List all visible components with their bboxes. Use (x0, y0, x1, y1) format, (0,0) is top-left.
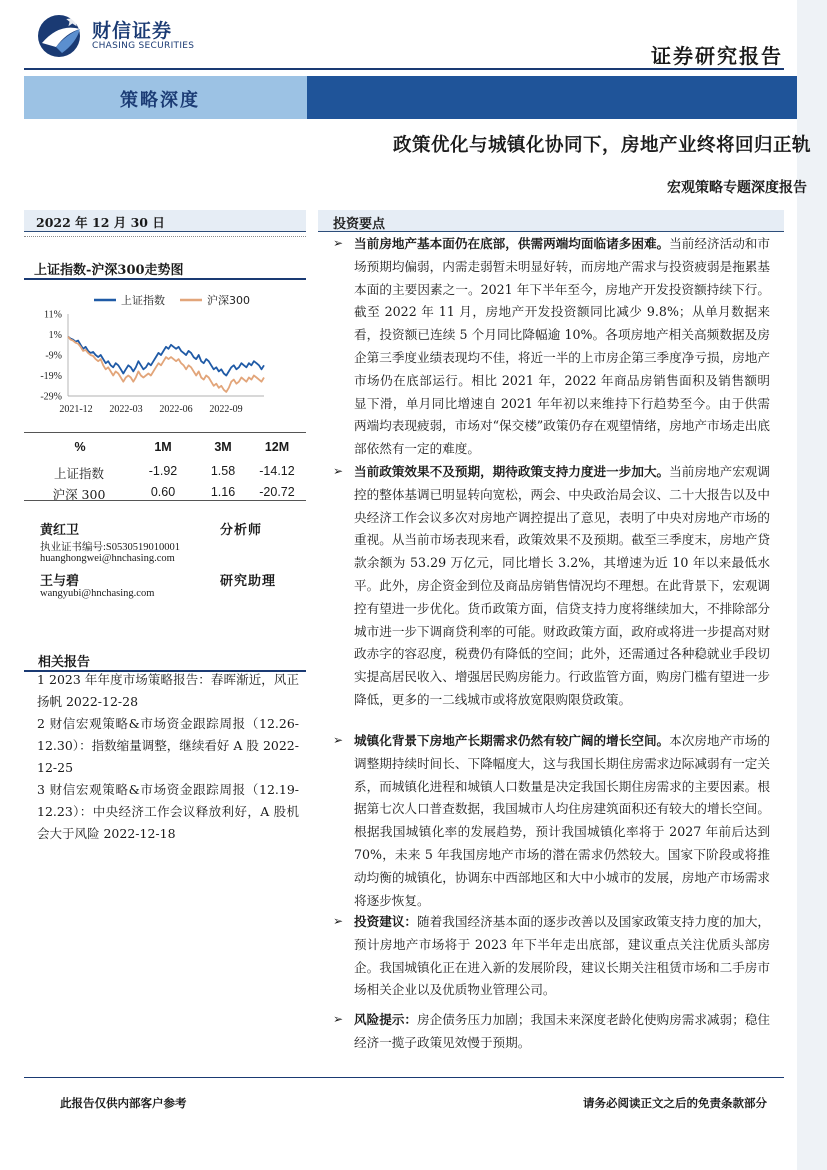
table-header-cell: % (74, 440, 86, 454)
key-points-header (318, 210, 784, 232)
index-trend-chart (28, 284, 302, 420)
key-point-lead: 投资建议： (354, 914, 418, 929)
related-reports-title: 相关报告 (38, 655, 91, 670)
table-cell: -1.92 (148, 464, 178, 478)
key-point-lead: 风险提示： (354, 1012, 418, 1027)
x-tick-label: 2022-06 (159, 404, 193, 415)
y-tick-label: 1% (48, 330, 62, 341)
performance-table (30, 438, 300, 504)
table-row (30, 462, 300, 483)
key-point-body: 房企债务压力加剧；我国未来深度老龄化使购房需求减弱；稳住经济一揽子政策见效慢于预期。 (354, 1012, 771, 1050)
table-cell: 1.16 (210, 485, 236, 499)
key-point-paragraph (354, 730, 770, 912)
x-tick-label: 2022-09 (209, 404, 243, 415)
logo-mark-icon (36, 13, 96, 59)
table-cell: 1.58 (210, 464, 236, 478)
table-header-cell: 3M (214, 440, 232, 454)
series-line-csi300 (68, 337, 264, 392)
key-point-lead: 当前政策效果不及预期，期待政策支持力度进一步加大。 (354, 464, 670, 479)
bullet-arrow-icon: ➢ (333, 914, 344, 928)
table-cell: 0.60 (150, 485, 176, 499)
bullet-arrow-icon: ➢ (333, 1012, 344, 1026)
related-report-item[interactable]: 2 财信宏观策略&市场资金跟踪周报（12.26-12.30）：指数缩量调整，继续看好 A 股 2022-12-25 (37, 716, 299, 775)
category-label: 策略深度 (120, 90, 200, 111)
report-date: 2022 年 12 月 30 日 (36, 215, 165, 230)
key-point-paragraph (354, 1009, 770, 1055)
key-points-title: 投资要点 (333, 217, 386, 232)
y-tick-label: 11% (44, 309, 62, 321)
table-header-cell: 1M (154, 440, 172, 454)
legend-label: 沪深300 (207, 294, 250, 307)
table-header-row (30, 438, 300, 459)
chart-title: 上证指数-沪深300走势图 (34, 263, 184, 278)
table-cell: 沪深 300 (52, 487, 106, 502)
category-banner (24, 76, 307, 119)
company-name-cn: 财信证券 (92, 20, 173, 42)
x-tick-label: 2021-12 (59, 404, 93, 415)
related-report-item[interactable]: 1 2023 年年度市场策略报告：春晖渐近，风正扬帆 2022-12-28 (37, 672, 299, 709)
analyst-role: 分析师 (220, 523, 263, 538)
series-line-shanghai-index (68, 337, 264, 376)
y-tick-label: -19% (40, 371, 62, 382)
report-title: 政策优化与城镇化协同下，房地产业终将回归正轨 (392, 135, 811, 156)
key-point-body: 当前房地产宏观调控的整体基调已明显转向宽松，两会、中央政治局会议、二十大报告以及中央经济工作会议多次对房地产调控提出了意见，表明了中央对房地产市场的重视。从当前市场表现来看，政策效果不及预期。截至三季度末，房地产贷款余额为 53.29 万亿元，同比增长 3.2%，其增速为近 10 年以来最低水平。此外，房企资金到位及商品房销售情况均不理想。在此背景下，宏观调控有望进一步优化。货币政策方面，信贷支持力度将继续加大，不排除部分城市进一步下调商贷利率的可能。财政政策方面，政府或将进一步提高对财政赤字的容忍度，税费仍有降低的空间；此外，还需通过各种稳就业手段切实提高居民收入、增强居民购房能力。行政监管方面，购房门槛有望进一步降低，更多的一二线城市或将放宽限购限贷政策。 (354, 464, 771, 707)
side-strip (797, 0, 827, 1170)
dotted-divider (24, 236, 306, 237)
header-rule (24, 68, 784, 70)
key-point-body: 当前经济活动和市场预期均偏弱，内需走弱暂未明显好转，而房地产需求与投资疲弱是拖累基本面的主要因素之一。2021 年下半年至今，房地产开发投资额持续下行。截至 2022 年 11 月，房地产开发投资额同比减少 9.8%；从单月数据来看，投资额已连续 5 个月同比降幅逾 10%。各项房地产相关高频数据及房企第三季度业绩表现均不佳，将近一半的上市房企第三季度净亏损，房地产市场仍在底部运行。相比 2021 年，2022 年商品房销售面积及销售额明显下滑，单月同比增速自 2021 年年初以来维持下行趋势至今。由于供需两端均表现疲弱，市场对“保交楼”政策仍存在观望情绪，房地产市场走出底部依然有一定的难度。 (354, 236, 771, 457)
key-point-body: 随着我国经济基本面的逐步改善以及国家政策支持力度的加大，预计房地产市场将于 2023 年下半年走出底部，建议重点关注优质头部房企。我国城镇化正在进入新的发展阶段，建议长期关注租赁市场和二手房市场相关企业以及优质物业管理公司。 (354, 914, 771, 998)
key-point-lead: 当前房地产基本面仍在底部，供需两端均面临诸多困难。 (354, 236, 670, 251)
banner-band (307, 76, 797, 119)
x-tick-label: 2022-03 (109, 404, 143, 415)
table-top-rule (24, 432, 306, 433)
key-point-body: 本次房地产市场的调整期持续时间长、下降幅度大，这与我国长期住房需求边际减弱有一定关系，而城镇化进程和城镇人口数量是决定我国长期住房需求的主要因素。根据第七次人口普查数据，我国城市人均住房建筑面积还有较大的增长空间。根据我国城镇化率的发展趋势，预计我国城镇化率将于 2027 年前后达到 70%，未来 5 年我国房地产市场的潜在需求仍然较大。国家下阶段或将推动均衡的城镇化，协调东中西部地区和大中小城市的发展，房地产市场需求将逐步恢复。 (354, 733, 771, 908)
footer-rule (24, 1077, 784, 1078)
y-tick-label: -29% (40, 391, 62, 403)
report-subtitle: 宏观策略专题深度报告 (667, 180, 807, 196)
bullet-arrow-icon: ➢ (333, 464, 344, 478)
key-point-paragraph (354, 911, 770, 1002)
chart-title-rule (24, 278, 306, 280)
bullet-arrow-icon: ➢ (333, 733, 344, 747)
y-tick-label: -9% (45, 350, 62, 362)
key-point-paragraph (354, 461, 770, 712)
table-header-cell: 12M (264, 440, 290, 454)
footer-disclaimer-left: 此报告仅供内部客户参考 (60, 1096, 187, 1110)
date-bar (24, 210, 306, 232)
table-cell: -14.12 (259, 464, 295, 478)
footer-disclaimer-right: 请务必阅读正文之后的免责条款部分 (583, 1096, 767, 1110)
analyst-name: 王与碧 (40, 574, 80, 589)
analyst-license: 执业证书编号:S0530519010001 (40, 542, 181, 553)
table-bottom-rule (24, 500, 306, 501)
company-name-en: CHASING SECURITIES (92, 41, 195, 51)
analyst-email[interactable]: wangyubi@hnchasing.com (40, 588, 155, 599)
analyst-name: 黄红卫 (40, 523, 80, 538)
key-point-paragraph (354, 233, 770, 461)
analyst-role: 研究助理 (220, 574, 277, 589)
table-cell: 上证指数 (53, 466, 104, 481)
report-type: 证券研究报告 (651, 44, 783, 68)
analyst-email[interactable]: huanghongwei@hnchasing.com (40, 553, 175, 564)
related-report-item[interactable]: 3 财信宏观策略&市场资金跟踪周报（12.19-12.23）：中央经济工作会议释放利好，A 股机会大于风险 2022-12-18 (37, 782, 299, 841)
table-cell: -20.72 (259, 485, 295, 499)
legend-label: 上证指数 (121, 294, 165, 307)
key-point-lead: 城镇化背景下房地产长期需求仍然有较广阔的增长空间。 (354, 733, 670, 748)
bullet-arrow-icon: ➢ (333, 236, 344, 250)
